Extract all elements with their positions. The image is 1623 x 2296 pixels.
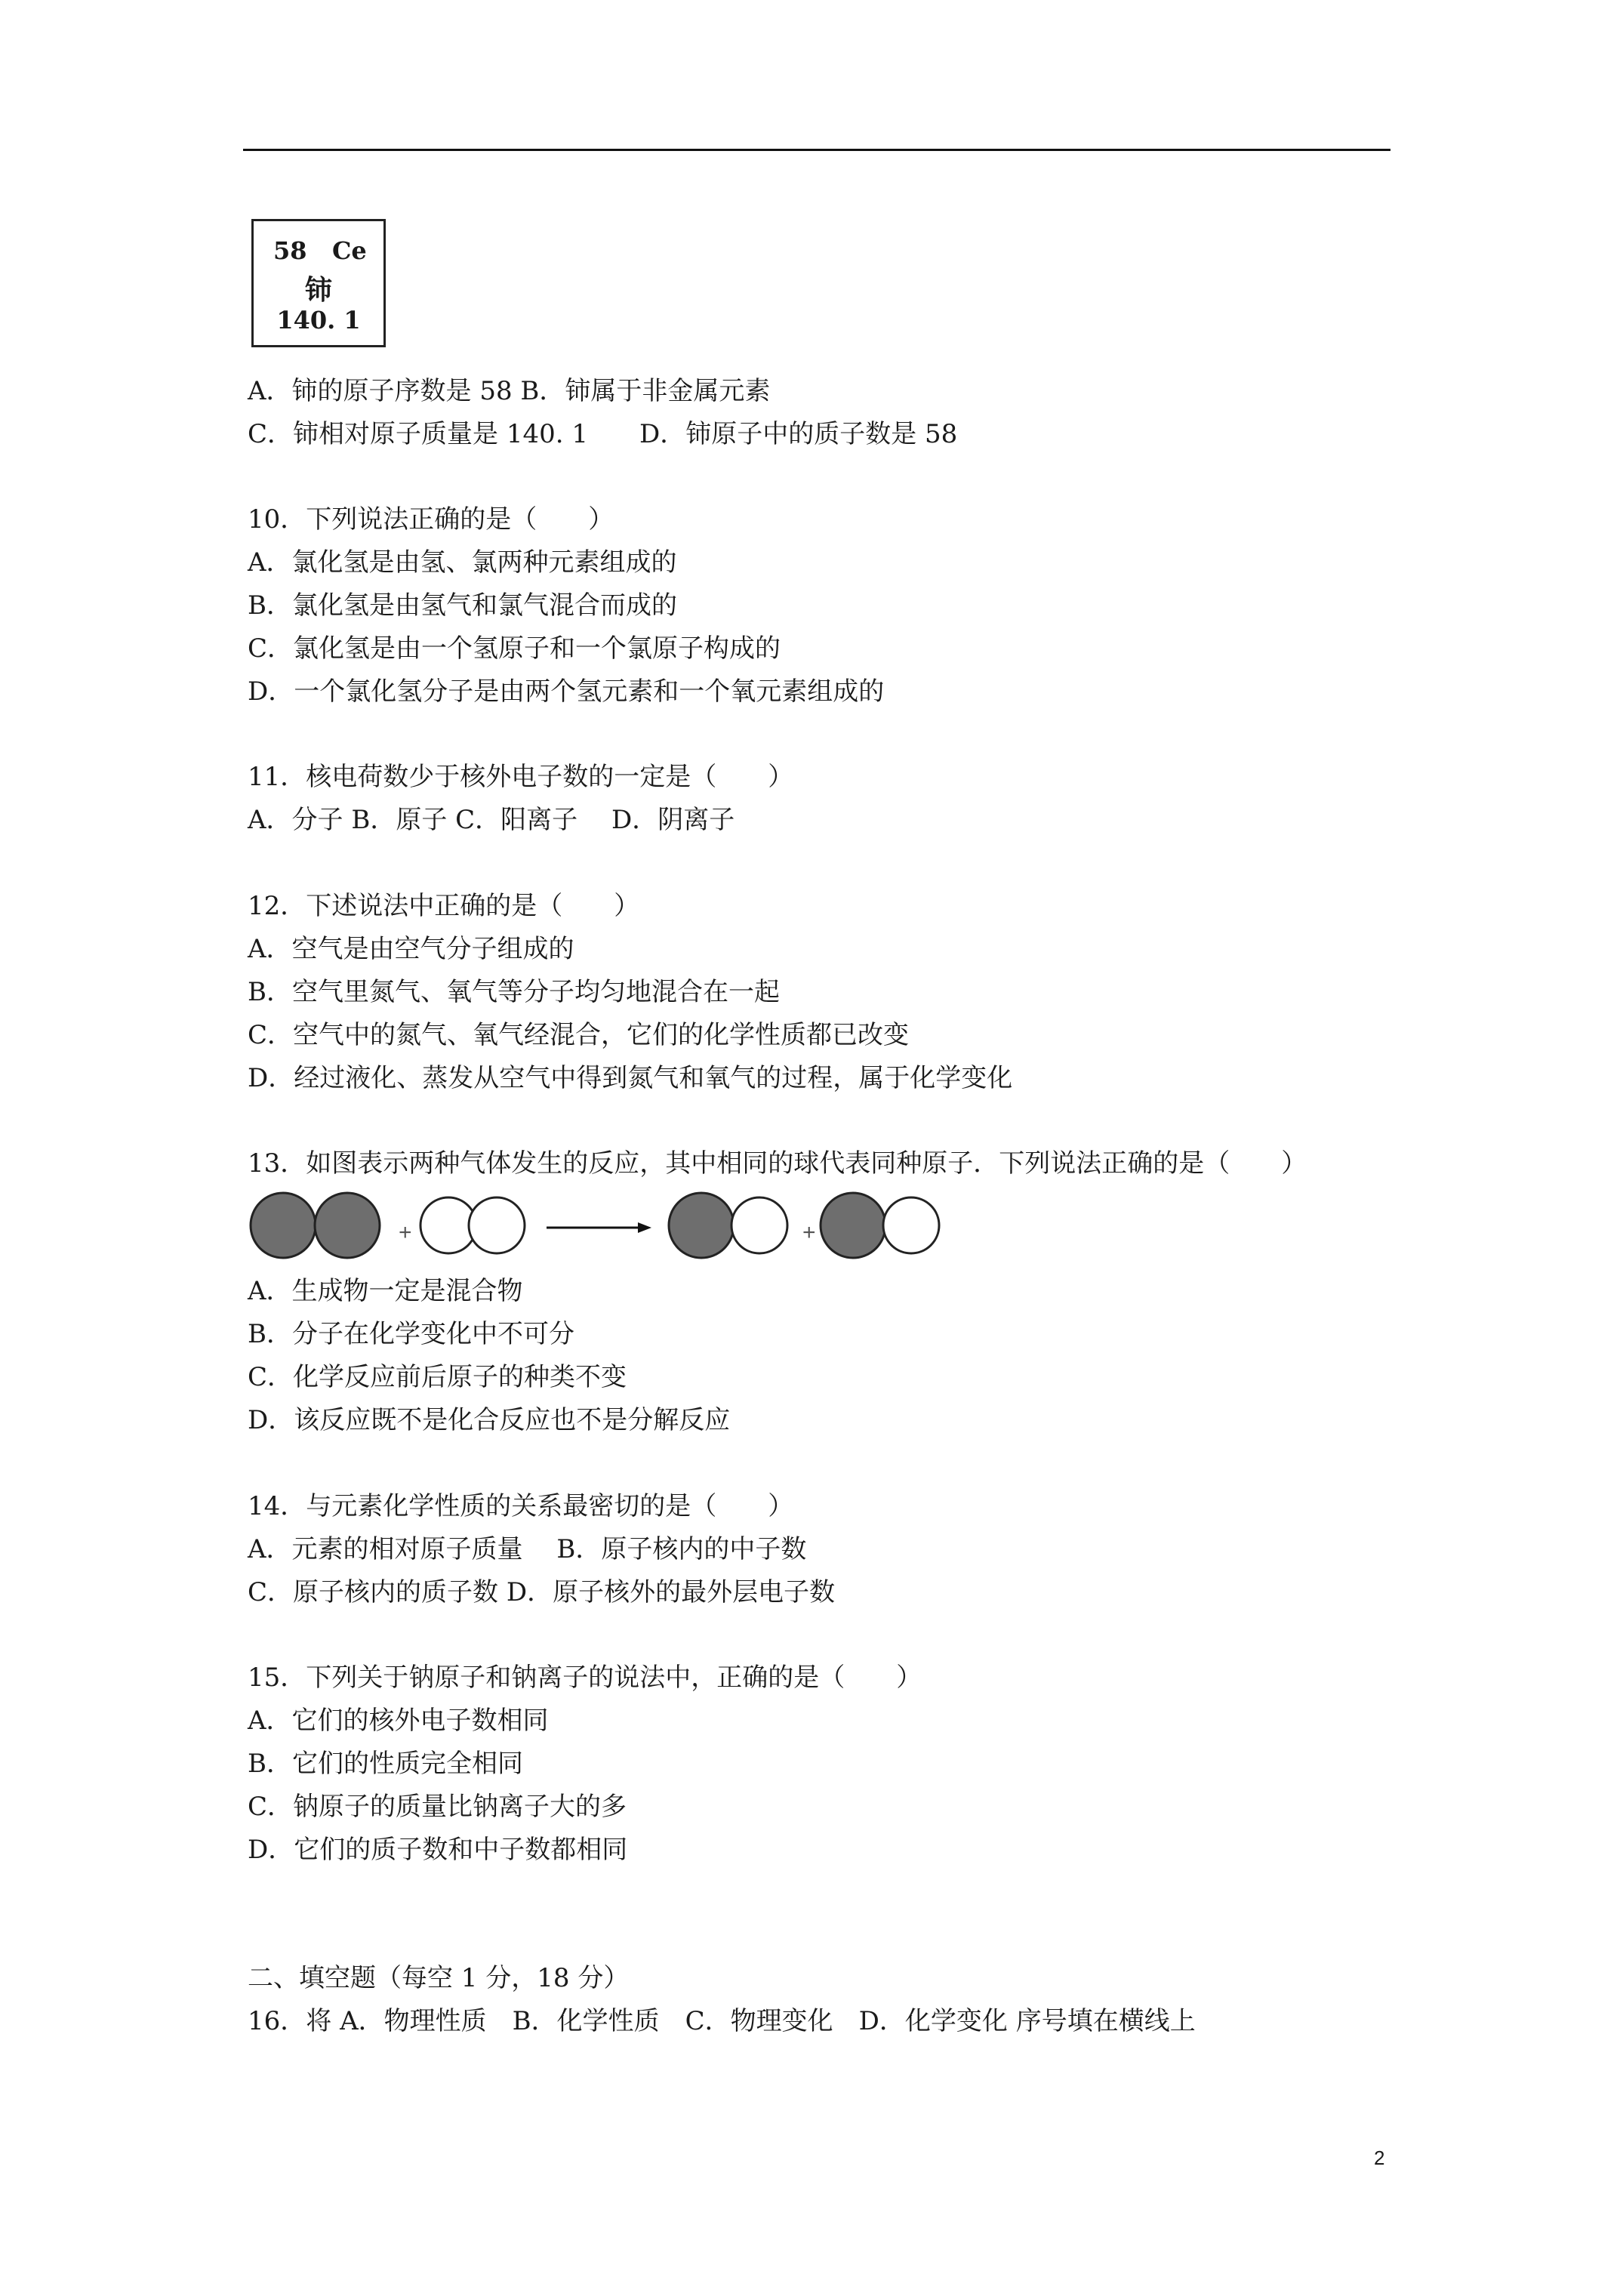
- element-card: [251, 219, 386, 347]
- q10-stem: 10．下列说法正确的是（ ）: [248, 504, 614, 535]
- element-symbol: Ce: [331, 236, 367, 265]
- q13-option-a: A．生成物一定是混合物: [248, 1276, 523, 1306]
- element-mass: 140. 1: [276, 306, 361, 334]
- reactant1-atom-2: [315, 1193, 380, 1258]
- reaction-arrow-head: [638, 1222, 651, 1233]
- q14-option-cd: C．原子核内的质子数 D．原子核外的最外层电子数: [248, 1577, 836, 1607]
- q14-stem: 14．与元素化学性质的关系最密切的是（ ）: [248, 1491, 794, 1521]
- q12-option-c: C．空气中的氮气、氧气经混合，它们的化学性质都已改变: [248, 1020, 910, 1050]
- q10-option-b: B．氯化氢是由氢气和氯气混合而成的: [248, 590, 677, 621]
- q9-option-cd: C．铈相对原子质量是 140. 1 D．铈原子中的质子数是 58: [248, 419, 958, 449]
- q12-option-b: B．空气里氮气、氧气等分子均匀地混合在一起: [248, 977, 780, 1007]
- q15-stem: 15．下列关于钠原子和钠离子的说法中，正确的是（ ）: [248, 1663, 922, 1693]
- q11-options: A．分子 B．原子 C．阳离子 D．阴离子: [248, 805, 735, 835]
- element-number: 58: [273, 236, 307, 265]
- q10-option-d: D．一个氯化氢分子是由两个氢元素和一个氧元素组成的: [248, 676, 885, 707]
- plus-sign-2: +: [802, 1220, 816, 1245]
- q13-option-d: D．该反应既不是化合反应也不是分解反应: [248, 1405, 731, 1435]
- q13-stem: 13．如图表示两种气体发生的反应，其中相同的球代表同种原子．下列说法正确的是（ ）: [248, 1148, 1307, 1179]
- q10-option-a: A．氯化氢是由氢、氯两种元素组成的: [248, 547, 677, 578]
- element-number-symbol: [273, 236, 367, 265]
- reaction-diagram: [248, 1190, 965, 1265]
- header-rule: [243, 149, 1390, 151]
- q9-option-ab: A．铈的原子序数是 58 B．铈属于非金属元素: [248, 376, 771, 406]
- q15-option-c: C．钠原子的质量比钠离子大的多: [248, 1792, 627, 1822]
- plus-sign-1: +: [399, 1220, 412, 1245]
- product2-atom-light: [883, 1197, 939, 1253]
- product1-atom-light: [731, 1197, 787, 1253]
- q13-option-c: C．化学反应前后原子的种类不变: [248, 1362, 627, 1392]
- q16-stem: 16．将 A．物理性质 B．化学性质 C．物理变化 D．化学变化 序号填在横线上: [248, 2006, 1196, 2036]
- q15-option-d: D．它们的质子数和中子数都相同: [248, 1835, 628, 1865]
- q13-option-b: B．分子在化学变化中不可分: [248, 1319, 574, 1349]
- element-name: 铈: [304, 274, 332, 306]
- q12-option-d: D．经过液化、蒸发从空气中得到氮气和氧气的过程，属于化学变化: [248, 1063, 1013, 1093]
- reactant1-atom-1: [251, 1193, 316, 1258]
- product2-atom-dark: [821, 1193, 885, 1258]
- product1-atom-dark: [669, 1193, 734, 1258]
- q14-option-ab: A．元素的相对原子质量 B．原子核内的中子数: [248, 1534, 807, 1564]
- section-two-heading: 二、填空题（每空 1 分，18 分）: [248, 1963, 630, 1993]
- reactant2-atom-2: [469, 1197, 525, 1253]
- q15-option-b: B．它们的性质完全相同: [248, 1749, 523, 1779]
- q11-stem: 11．核电荷数少于核外电子数的一定是（ ）: [248, 762, 794, 792]
- page-number: 2: [1374, 2147, 1385, 2169]
- q15-option-a: A．它们的核外电子数相同: [248, 1706, 549, 1736]
- q12-stem: 12．下述说法中正确的是（ ）: [248, 891, 640, 921]
- q12-option-a: A．空气是由空气分子组成的: [248, 934, 574, 964]
- q10-option-c: C．氯化氢是由一个氢原子和一个氯原子构成的: [248, 633, 781, 664]
